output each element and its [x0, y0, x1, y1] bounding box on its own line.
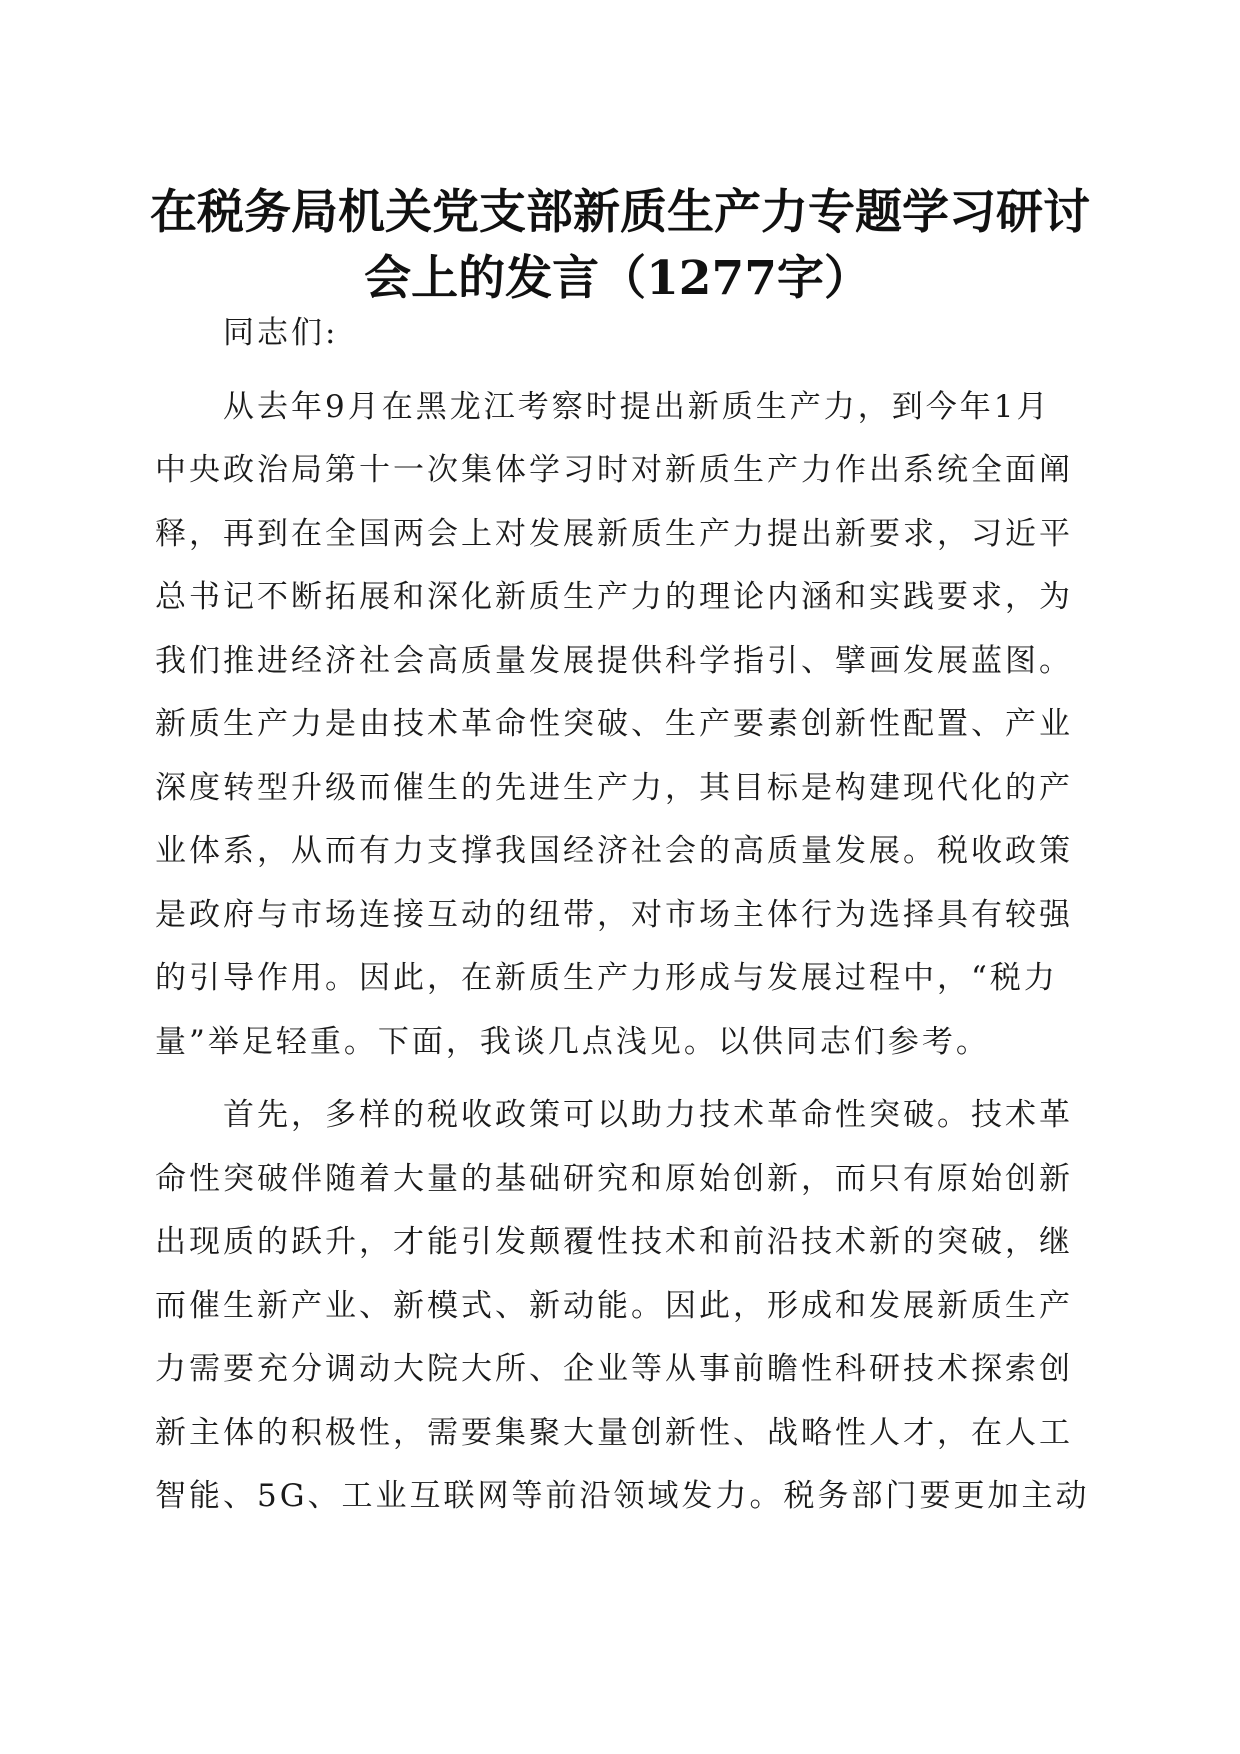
- document-body: [155, 302, 1090, 1529]
- paragraph-line: 的引导作用。因此，在新质生产力形成与发展过程中，“税力: [155, 960, 1058, 996]
- paragraph-line: 首先，多样的税收政策可以助力技术革命性突破。技术革: [223, 1097, 1073, 1133]
- paragraph-line: 新主体的积极性，需要集聚大量创新性、战略性人才，在人工: [155, 1414, 1073, 1451]
- title-line: 在税务局机关党支部新质生产力专题学习研讨: [150, 185, 1090, 240]
- salutation: 同志们:: [223, 315, 339, 351]
- paragraph-line: 总书记不断拓展和深化新质生产力的理论内涵和实践要求，为: [155, 579, 1073, 615]
- paragraph-1: [155, 376, 1085, 1075]
- paragraph-line: 业体系，从而有力支撑我国经济社会的高质量发展。税收政策: [155, 833, 1073, 869]
- paragraph-line: 释，再到在全国两会上对发展新质生产力提出新要求，习近平: [155, 515, 1073, 552]
- paragraph-line: 中央政治局第十一次集体学习时对新质生产力作出系统全面阐: [155, 452, 1073, 488]
- paragraph-line: 力需要充分调动大院大所、企业等从事前瞻性科研技术探索创: [155, 1351, 1073, 1387]
- paragraph-line: 是政府与市场连接互动的纽带，对市场主体行为选择具有较强: [155, 896, 1073, 933]
- paragraph-line: 智能、5G、工业互联网等前沿领域发力。税务部门要更加主动: [155, 1478, 1090, 1514]
- paragraph-line: 从去年9月在黑龙江考察时提出新质生产力，到今年1月: [223, 388, 1051, 425]
- paragraph-line: 出现质的跃升，才能引发颠覆性技术和前沿技术新的突破，继: [155, 1224, 1073, 1260]
- title-line: 会上的发言（1277字）: [364, 251, 871, 306]
- document-title: [150, 180, 1090, 312]
- paragraph-line: 深度转型升级而催生的先进生产力，其目标是构建现代化的产: [155, 769, 1073, 806]
- paragraph-line: 我们推进经济社会高质量发展提供科学指引、擘画发展蓝图。: [155, 642, 1073, 679]
- paragraph-line: 新质生产力是由技术革命性突破、生产要素创新性配置、产业: [155, 706, 1073, 742]
- paragraph-line: 量”举足轻重。下面，我谈几点浅见。以供同志们参考。: [155, 1023, 990, 1060]
- paragraph-line: 命性突破伴随着大量的基础研究和原始创新，而只有原始创新: [155, 1160, 1073, 1197]
- paragraph-2: [155, 1084, 1090, 1529]
- paragraph-line: 而催生新产业、新模式、新动能。因此，形成和发展新质生产: [155, 1287, 1073, 1324]
